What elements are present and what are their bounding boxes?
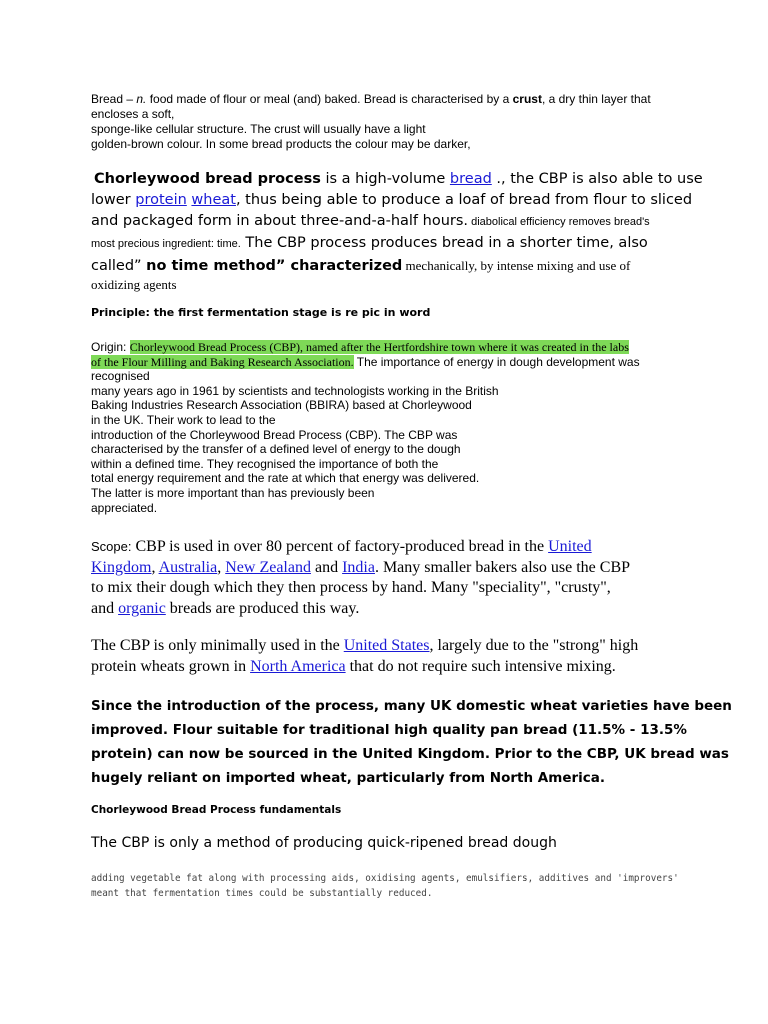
origin-highlight: of the Flour Milling and Baking Research Association. <box>91 354 354 369</box>
origin-line: characterised by the transfer of a defined level of energy to the dough <box>91 442 461 457</box>
origin-label: Origin: <box>91 340 130 354</box>
link-united-states[interactable]: United States <box>343 637 430 654</box>
principle-heading: Principle: the first fermentation stage is re pic in word <box>91 306 431 319</box>
fundamentals-heading: Chorleywood Bread Process fundamentals <box>91 804 342 816</box>
varieties-line: protein) can now be sourced in the United Kingdom. Prior to the CBP, UK bread was <box>91 746 729 762</box>
varieties-line: Since the introduction of the process, many UK domestic wheat varieties have been <box>91 698 732 714</box>
cbp-title: Chorleywood bread process <box>94 171 321 187</box>
origin-line: total energy requirement and the rate at which that energy was delivered. <box>91 471 480 486</box>
us-text: that do not require such intensive mixing. <box>345 657 616 675</box>
link-bread[interactable]: bread <box>449 171 492 187</box>
cbp-paragraph <box>91 169 711 293</box>
scope-paragraph <box>91 537 691 619</box>
scope-label: Scope: <box>91 539 132 554</box>
link-protein[interactable]: protein <box>135 192 187 208</box>
cbp-text: The CBP process produces bread in a shorter time, also <box>240 235 648 251</box>
origin-line: Baking Industries Research Association (BBIRA) based at Chorleywood <box>91 398 472 413</box>
scope-text: . Many smaller bakers also use the CBP <box>374 558 631 576</box>
origin-line: introduction of the Chorleywood Bread Process (CBP). The CBP was <box>91 427 458 442</box>
cbp-text: ., the CBP is also able to use <box>491 171 703 187</box>
scope-text: to mix their dough which they then process by hand. Many "speciality", "crusty", <box>91 579 611 596</box>
origin-highlight: Chorleywood Bread Process (CBP), named after the Hertfordshire town where it was created <box>129 340 577 354</box>
origin-line: many years ago in 1961 by scientists and technologists working in the British <box>91 383 499 398</box>
origin-text: The importance of energy in dough development was <box>353 354 640 369</box>
scope-text: , <box>151 558 159 576</box>
bread-definition <box>91 92 691 152</box>
origin-highlight: in the labs <box>576 340 629 354</box>
cbp-text: , thus being able to produce a loaf of bread from flour to sliced <box>235 192 693 208</box>
cbp-small-text: diabolical efficiency removes bread's <box>468 216 650 228</box>
scope-text: CBP is used in over 80 percent of factory-produced bread in the <box>131 538 549 555</box>
cbp-small-text: most precious ingredient: time. <box>91 238 241 250</box>
scope-text: breads are produced this way. <box>165 599 360 617</box>
scope-text: and <box>310 558 343 576</box>
definition-line: sponge-like cellular structure. The crust will usually have a light <box>91 122 426 136</box>
scope-text: and <box>91 599 119 617</box>
cbp-text: lower <box>91 192 136 208</box>
origin-line: appreciated. <box>91 500 158 515</box>
link-united-kingdom[interactable]: Kingdom <box>91 558 152 576</box>
us-paragraph <box>91 636 691 677</box>
link-new-zealand[interactable]: New Zealand <box>225 558 311 576</box>
link-india[interactable]: India <box>342 558 375 576</box>
varieties-line: hugely reliant on imported wheat, particularly from North America. <box>91 770 606 786</box>
varieties-line: improved. Flour suitable for traditional high quality pan bread (11.5% - 13.5% <box>91 722 687 738</box>
scope-text: , <box>217 558 226 576</box>
adding-line: meant that fermentation times could be substantially reduced. <box>91 888 433 899</box>
link-wheat[interactable]: wheat <box>191 192 236 208</box>
definition-text: food made of flour or meal (and) baked. Bread is characterised by a <box>146 92 513 106</box>
origin-line: The latter is more important than has previously been <box>91 485 375 500</box>
cbp-text: and packaged form in about three-and-a-half hours. <box>91 213 469 229</box>
link-united-kingdom[interactable]: United <box>548 538 592 555</box>
link-north-america[interactable]: North America <box>250 657 346 675</box>
link-organic[interactable]: organic <box>118 599 166 617</box>
cbp-serif-text: mechanically, by intense mixing and use of <box>402 258 631 273</box>
quick-ripened-heading: The CBP is only a method of producing quick-ripened bread dough <box>91 835 557 851</box>
us-text: protein wheats grown in <box>91 657 251 675</box>
origin-line: within a defined time. They recognised the importance of both the <box>91 456 439 471</box>
no-time-method: no time method” characterized <box>146 258 403 274</box>
definition-pos: n. <box>136 92 147 106</box>
definition-text: , a dry thin layer that <box>541 92 651 106</box>
definition-text: Bread – <box>91 92 137 106</box>
us-text: , largely due to the "strong" high <box>429 637 639 654</box>
cbp-serif-text: oxidizing agents <box>91 277 177 292</box>
cbp-text: is a high-volume <box>320 171 450 187</box>
definition-line: encloses a soft, <box>91 107 175 121</box>
crust-term: crust <box>512 92 542 106</box>
adding-paragraph <box>91 871 711 901</box>
varieties-paragraph <box>91 694 732 790</box>
us-text: The CBP is only minimally used in the <box>91 637 344 654</box>
link-australia[interactable]: Australia <box>158 558 218 576</box>
origin-line: in the UK. Their work to lead to the <box>91 412 276 427</box>
definition-line: golden-brown colour. In some bread products the colour may be darker, <box>91 137 471 151</box>
cbp-text: called” <box>91 258 147 274</box>
origin-line: recognised <box>91 369 150 384</box>
adding-line: adding vegetable fat along with processing aids, oxidising agents, emulsifiers, additives and 'improvers' <box>91 873 679 884</box>
origin-paragraph <box>91 340 701 515</box>
